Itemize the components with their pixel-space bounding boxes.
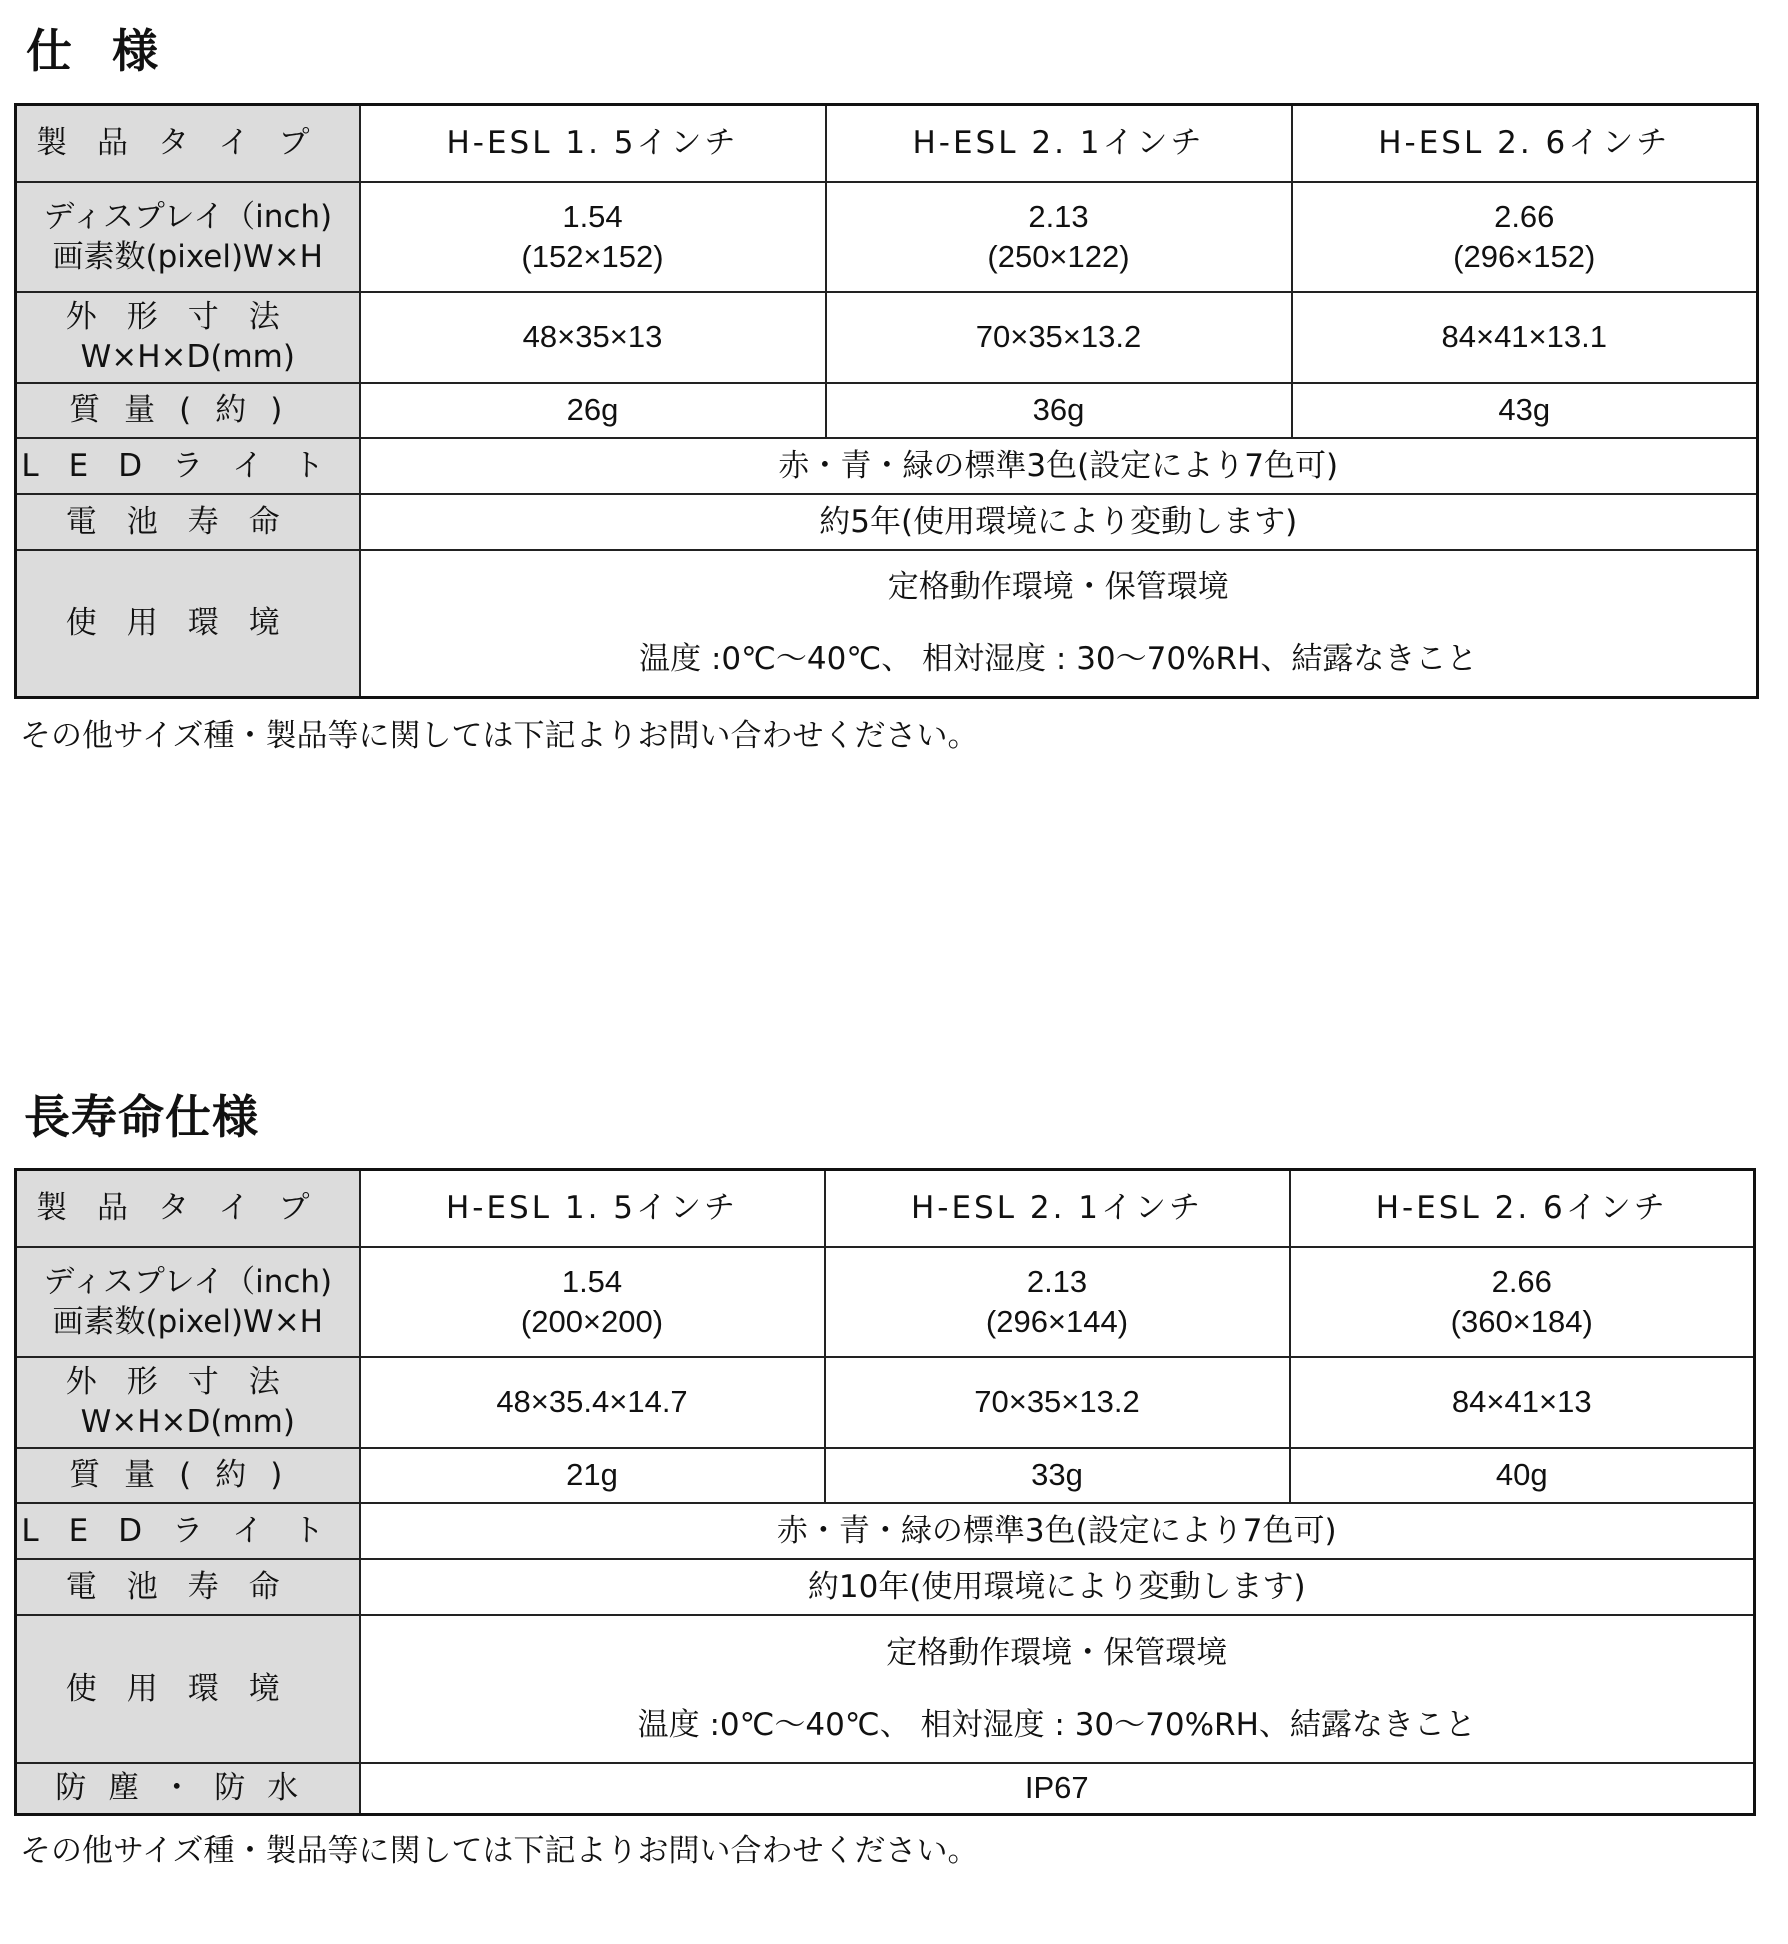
weight-value: 21g	[360, 1448, 825, 1503]
display-pixels: (200×200)	[520, 1303, 664, 1339]
display-size: 2.13	[1026, 1263, 1088, 1299]
display-cell	[1290, 1247, 1755, 1357]
dimension-value: 48×35.4×14.7	[360, 1357, 825, 1448]
display-size: 1.54	[561, 1263, 623, 1299]
display-cell	[826, 182, 1292, 292]
waterproof-label: 防塵・防水	[16, 1763, 360, 1815]
dimension-label	[16, 1357, 360, 1448]
model-header: H-ESL 1. 5インチ	[360, 105, 826, 182]
led-value: 赤・青・緑の標準3色(設定により7色可)	[360, 438, 1758, 494]
display-size: 2.13	[1028, 198, 1089, 234]
spec-table	[14, 103, 1759, 699]
weight-row	[16, 1448, 1755, 1503]
display-size: 2.66	[1491, 1263, 1552, 1299]
display-label	[16, 182, 360, 292]
environment-row	[16, 550, 1758, 698]
weight-value: 43g	[1292, 383, 1758, 438]
led-label: LEDライト	[16, 1503, 360, 1559]
dimension-value: 48×35×13	[360, 292, 826, 383]
dimension-label	[16, 292, 360, 383]
environment-label: 使用環境	[16, 1615, 360, 1763]
environment-value	[360, 550, 1758, 698]
weight-value: 40g	[1290, 1448, 1755, 1503]
dimension-label-line2: W×H×D(mm)	[80, 339, 295, 375]
dimension-label-line1: 外形寸法	[65, 299, 310, 335]
battery-row	[16, 1559, 1755, 1615]
battery-label: 電池寿命	[16, 494, 360, 550]
weight-label: 質量(約)	[16, 383, 360, 438]
environment-line2: 温度 :0℃～40℃、 相対湿度 : 30～70%RH、結露なきこと	[639, 641, 1478, 678]
product-type-label: 製品タイプ	[16, 105, 360, 182]
display-pixels: (296×144)	[985, 1303, 1129, 1339]
model-header: H-ESL 2. 6インチ	[1292, 105, 1758, 182]
display-label	[16, 1247, 360, 1357]
environment-line2: 温度 :0℃～40℃、 相対湿度 : 30～70%RH、結露なきこと	[637, 1706, 1476, 1743]
long-life-spec-table	[14, 1168, 1756, 1816]
battery-row	[16, 494, 1758, 550]
weight-value: 26g	[360, 383, 826, 438]
waterproof-row	[16, 1763, 1755, 1815]
weight-value: 33g	[825, 1448, 1290, 1503]
model-header: H-ESL 1. 5インチ	[360, 1170, 825, 1247]
dimension-row	[16, 292, 1758, 383]
display-cell	[360, 1247, 825, 1357]
display-row	[16, 1247, 1755, 1357]
dimension-label-line1: 外形寸法	[65, 1364, 310, 1400]
led-row	[16, 438, 1758, 494]
display-label-line2: 画素数(pixel)W×H	[52, 238, 323, 275]
display-pixels: (360×184)	[1450, 1303, 1593, 1339]
led-row	[16, 1503, 1755, 1559]
model-header: H-ESL 2. 1インチ	[825, 1170, 1290, 1247]
dimension-row	[16, 1357, 1755, 1448]
display-size: 1.54	[562, 198, 623, 234]
display-label-line1: ディスプレイ（inch)	[43, 198, 333, 235]
display-pixels: (152×152)	[521, 238, 664, 274]
model-header: H-ESL 2. 1インチ	[826, 105, 1292, 182]
model-header: H-ESL 2. 6インチ	[1290, 1170, 1755, 1247]
environment-line1: 定格動作環境・保管環境	[887, 569, 1229, 606]
dimension-value: 70×35×13.2	[826, 292, 1292, 383]
display-cell	[825, 1247, 1290, 1357]
environment-line1: 定格動作環境・保管環境	[886, 1634, 1228, 1671]
dimension-value: 70×35×13.2	[825, 1357, 1290, 1448]
led-label: LEDライト	[16, 438, 360, 494]
battery-value: 約5年(使用環境により変動します)	[360, 494, 1758, 550]
dimension-value: 84×41×13	[1290, 1357, 1755, 1448]
long-life-spec-title: 長寿命仕様	[24, 1090, 259, 1144]
product-type-row	[16, 1170, 1755, 1247]
display-label-line2: 画素数(pixel)W×H	[52, 1303, 323, 1340]
led-value: 赤・青・緑の標準3色(設定により7色可)	[360, 1503, 1755, 1559]
inquiry-note: その他サイズ種・製品等に関しては下記よりお問い合わせください。	[20, 1833, 979, 1869]
environment-value	[360, 1615, 1755, 1763]
inquiry-note: その他サイズ種・製品等に関しては下記よりお問い合わせください。	[20, 718, 979, 754]
display-cell	[1292, 182, 1758, 292]
dimension-value: 84×41×13.1	[1292, 292, 1758, 383]
environment-label: 使用環境	[16, 550, 360, 698]
product-type-row	[16, 105, 1758, 182]
battery-value: 約10年(使用環境により変動します)	[360, 1559, 1755, 1615]
display-cell	[360, 182, 826, 292]
display-pixels: (250×122)	[987, 238, 1130, 274]
display-pixels: (296×152)	[1453, 238, 1596, 274]
spec-title: 仕様	[26, 24, 198, 78]
display-row	[16, 182, 1758, 292]
weight-label: 質量(約)	[16, 1448, 360, 1503]
battery-label: 電池寿命	[16, 1559, 360, 1615]
weight-value: 36g	[826, 383, 1292, 438]
environment-row	[16, 1615, 1755, 1763]
display-size: 2.66	[1494, 198, 1555, 234]
weight-row	[16, 383, 1758, 438]
dimension-label-line2: W×H×D(mm)	[80, 1404, 295, 1440]
waterproof-value: IP67	[360, 1763, 1755, 1815]
display-label-line1: ディスプレイ（inch)	[43, 1263, 333, 1300]
product-type-label: 製品タイプ	[16, 1170, 360, 1247]
